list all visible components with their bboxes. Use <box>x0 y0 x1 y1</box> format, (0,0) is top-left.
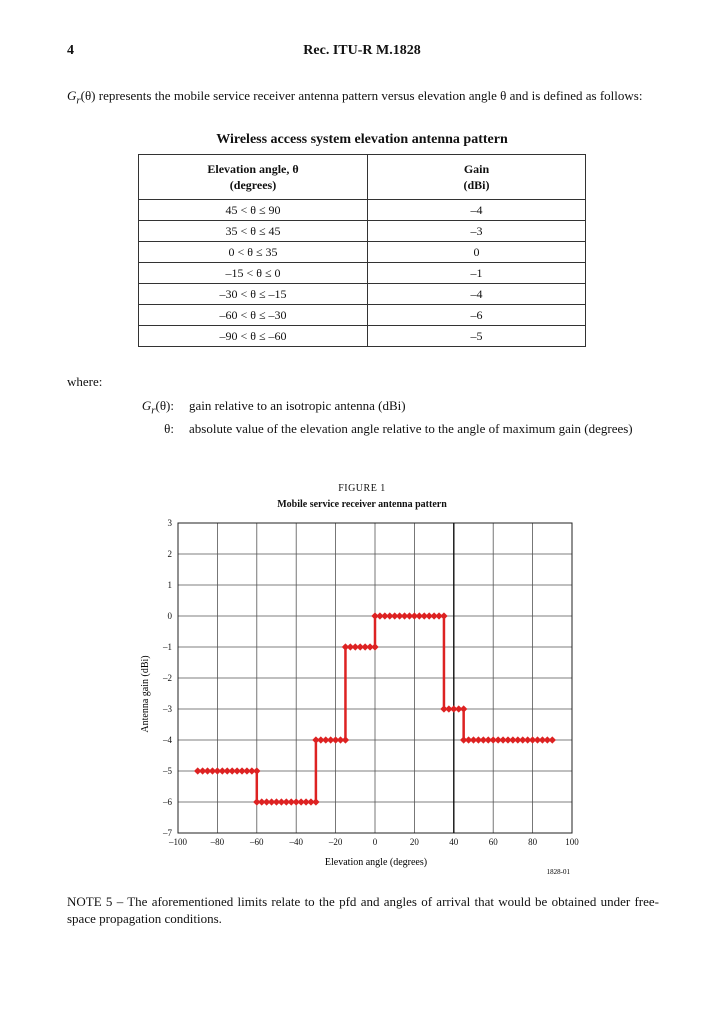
y-tick-label: 3 <box>167 518 172 528</box>
range-cell: 0 < θ ≤ 35 <box>139 242 368 263</box>
column-header-elevation-line2: (degrees) <box>229 178 277 192</box>
y-tick-label: 1 <box>167 580 172 590</box>
y-axis-label: Antenna gain (dBi) <box>140 655 151 733</box>
range-cell: –30 < θ ≤ –15 <box>139 284 368 305</box>
antenna-pattern-chart <box>130 515 590 885</box>
x-tick-label: –80 <box>210 837 225 847</box>
range-cell: –60 < θ ≤ –30 <box>139 305 368 326</box>
y-tick-label: –1 <box>163 642 172 652</box>
def-symbol-arg: (θ): <box>155 398 174 413</box>
y-tick-label: 0 <box>167 611 172 621</box>
def-symbol-subscript: r <box>151 404 156 417</box>
table-row <box>139 326 586 347</box>
range-cell: 45 < θ ≤ 90 <box>139 200 368 221</box>
column-header-gain-line2: (dBi) <box>463 178 490 192</box>
definition-symbol-gr <box>134 397 174 420</box>
gain-cell: –6 <box>368 305 586 326</box>
recommendation-title: Rec. ITU-R M.1828 <box>303 43 421 58</box>
definition-symbol-theta: θ: <box>164 421 174 436</box>
x-tick-label: 60 <box>488 837 498 847</box>
y-tick-label: –7 <box>163 828 172 838</box>
y-tick-label: –3 <box>163 704 172 714</box>
column-header-gain <box>368 155 586 200</box>
gain-cell: 0 <box>368 242 586 263</box>
table-row <box>139 284 586 305</box>
table-row <box>139 263 586 284</box>
data-point <box>312 798 319 805</box>
intro-arg: (θ) <box>80 88 96 103</box>
definition-text-theta: absolute value of the elevation angle relative to the angle of maximum gain (degrees) <box>189 421 633 436</box>
range-cell: –15 < θ ≤ 0 <box>139 263 368 284</box>
x-tick-label: –20 <box>328 837 343 847</box>
y-tick-label: 2 <box>167 549 172 559</box>
gain-cell: –4 <box>368 200 586 221</box>
gain-cell: –3 <box>368 221 586 242</box>
column-header-elevation-line1: Elevation angle, θ <box>207 162 299 176</box>
x-axis-label: Elevation angle (degrees) <box>324 857 428 868</box>
figure-title: Mobile service receiver antenna pattern <box>277 499 447 510</box>
table-row <box>139 200 586 221</box>
def-symbol-g: G <box>141 398 152 413</box>
x-tick-label: 100 <box>565 837 579 847</box>
x-tick-label: 20 <box>409 837 419 847</box>
y-tick-label: –5 <box>163 766 172 776</box>
intro-paragraph <box>67 87 659 110</box>
y-tick-label: –6 <box>163 797 172 807</box>
intro-subscript: r <box>76 94 81 107</box>
antenna-pattern-table <box>138 154 586 347</box>
x-tick-label: –60 <box>250 837 264 847</box>
range-cell: –90 < θ ≤ –60 <box>139 326 368 347</box>
data-point <box>253 767 260 774</box>
y-tick-label: –2 <box>163 673 172 683</box>
y-tick-label: –4 <box>163 735 172 745</box>
gain-cell: –5 <box>368 326 586 347</box>
data-point <box>371 643 378 650</box>
intro-symbol: G <box>67 88 77 103</box>
x-tick-label: –100 <box>169 837 187 847</box>
page-number: 4 <box>67 43 74 58</box>
note-5: NOTE 5 – The aforementioned limits relate to the pfd and angles of arrival that would be obtained under free-space propagation conditions. <box>67 894 659 926</box>
chart-tick-labels <box>162 518 579 847</box>
chart-grid <box>178 523 572 833</box>
data-point <box>549 736 556 743</box>
data-point <box>460 705 467 712</box>
intro-text: represents the mobile service receiver antenna pattern versus elevation angle θ and is defined as follows: <box>95 88 643 103</box>
column-header-elevation <box>139 155 368 200</box>
gain-cell: –4 <box>368 284 586 305</box>
table-row <box>139 242 586 263</box>
definition-text-gr: gain relative to an isotropic antenna (dBi) <box>189 398 406 413</box>
table-header-row <box>139 155 586 200</box>
where-label: where: <box>67 374 103 389</box>
table-title: Wireless access system elevation antenna pattern <box>216 132 508 147</box>
x-tick-label: 40 <box>449 837 459 847</box>
gain-cell: –1 <box>368 263 586 284</box>
data-point <box>342 736 349 743</box>
x-tick-label: –40 <box>289 837 303 847</box>
range-cell: 35 < θ ≤ 45 <box>139 221 368 242</box>
x-tick-label: 0 <box>372 837 378 847</box>
table-row <box>139 305 586 326</box>
x-tick-label: 80 <box>528 837 538 847</box>
table-row <box>139 221 586 242</box>
data-point <box>440 612 447 619</box>
column-header-gain-line1: Gain <box>463 162 490 176</box>
figure-code: 1828-01 <box>546 868 570 876</box>
figure-label: FIGURE 1 <box>338 483 386 494</box>
